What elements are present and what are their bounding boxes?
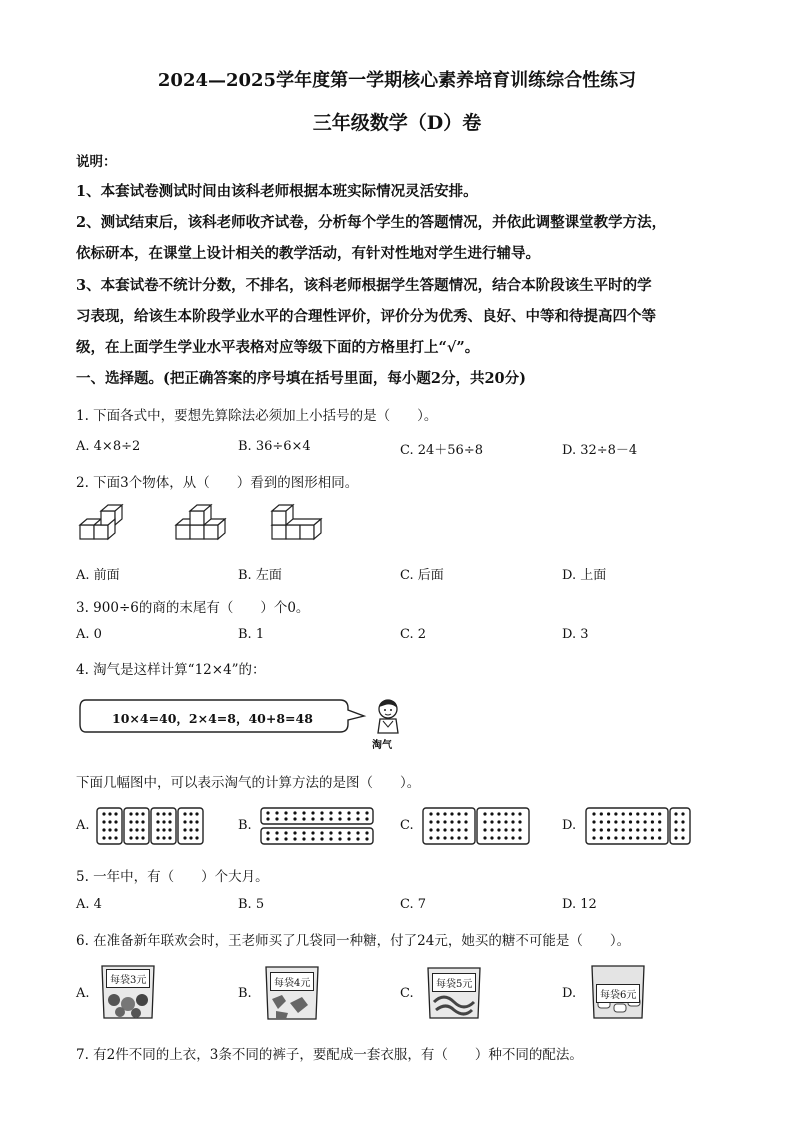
question-4: 4. 淘气是这样计算“12×4”的： xyxy=(76,662,266,678)
instruction-line: 依标研本，在课堂上设计相关的教学活动，有针对性地对学生进行辅导。 xyxy=(76,245,540,262)
dot xyxy=(464,836,467,839)
dot xyxy=(189,820,192,823)
dot xyxy=(629,828,632,831)
instruction-line: 1、本套试卷测试时间由该科老师根据本班实际情况灵活安排。 xyxy=(76,183,478,200)
dot xyxy=(607,836,610,839)
dot xyxy=(168,820,171,823)
q2-option-b[interactable]: B. 左面 xyxy=(238,568,282,583)
dot xyxy=(284,837,287,840)
bag-price-label: 每袋6元 xyxy=(596,984,640,1003)
bag-price-label: 每袋3元 xyxy=(106,969,150,988)
dot xyxy=(681,828,684,831)
dot xyxy=(356,811,359,814)
dot xyxy=(168,828,171,831)
bag-price-label: 每袋4元 xyxy=(270,972,314,991)
dot xyxy=(275,837,278,840)
dot xyxy=(329,811,332,814)
cube-stack-figure-3 xyxy=(268,503,328,543)
candy-bag-a xyxy=(98,960,158,1022)
dot xyxy=(114,828,117,831)
dot xyxy=(592,836,595,839)
instruction-line: 3、本套试卷不统计分数，不排名，该科老师根据学生答题情况，结合本阶段该生平时的学 xyxy=(76,277,652,294)
dot xyxy=(365,837,368,840)
dot xyxy=(356,831,359,834)
dot xyxy=(607,820,610,823)
dot xyxy=(457,828,460,831)
dot xyxy=(511,836,514,839)
candy-bag-c xyxy=(424,964,484,1022)
dot xyxy=(135,828,138,831)
dot xyxy=(347,831,350,834)
dot xyxy=(275,811,278,814)
dot xyxy=(600,820,603,823)
dot-block xyxy=(586,808,668,844)
dot xyxy=(651,820,654,823)
q5-option-b[interactable]: B. 5 xyxy=(238,897,265,912)
dot xyxy=(592,812,595,815)
question-6: 6. 在准备新年联欢会时，王老师买了几袋同一种糖，付了24元，她买的糖不可能是（ ）。 xyxy=(76,933,631,949)
dot xyxy=(483,812,486,815)
dot xyxy=(644,828,647,831)
boy-character-icon xyxy=(370,697,406,737)
dot xyxy=(168,836,171,839)
dot xyxy=(497,812,500,815)
dot xyxy=(129,812,132,815)
dot xyxy=(518,820,521,823)
dot xyxy=(347,837,350,840)
speech-bubble-text: 10×4=40，2×4=8，40+8=48 xyxy=(112,711,313,726)
dot xyxy=(365,817,368,820)
dot xyxy=(311,817,314,820)
q4-option-a[interactable]: A. xyxy=(76,818,90,833)
dot xyxy=(511,828,514,831)
dot xyxy=(622,836,625,839)
dot xyxy=(347,811,350,814)
dot xyxy=(311,837,314,840)
dot xyxy=(135,820,138,823)
dot xyxy=(457,836,460,839)
q1-option-b[interactable]: B. 36÷6×4 xyxy=(238,439,311,454)
dot xyxy=(674,836,677,839)
dot xyxy=(129,820,132,823)
dot xyxy=(365,811,368,814)
dot xyxy=(114,820,117,823)
dot xyxy=(338,817,341,820)
dot-array-figure-b xyxy=(259,806,375,846)
q6-option-c[interactable]: C. xyxy=(400,986,414,1001)
dot xyxy=(504,812,507,815)
dot xyxy=(162,836,165,839)
dot xyxy=(622,828,625,831)
dot xyxy=(275,831,278,834)
dot xyxy=(464,812,467,815)
dot xyxy=(302,831,305,834)
dot-block xyxy=(670,808,690,844)
dot xyxy=(320,837,323,840)
dot xyxy=(607,812,610,815)
dot xyxy=(674,820,677,823)
dot xyxy=(651,836,654,839)
dot xyxy=(518,836,521,839)
dot xyxy=(141,828,144,831)
dot xyxy=(329,831,332,834)
dot xyxy=(168,812,171,815)
dot xyxy=(195,836,198,839)
q5-option-d[interactable]: D. 12 xyxy=(562,897,597,912)
dot xyxy=(302,837,305,840)
dot xyxy=(490,836,493,839)
dot xyxy=(293,837,296,840)
dot xyxy=(293,831,296,834)
q2-option-d[interactable]: D. 上面 xyxy=(562,568,607,583)
dot xyxy=(102,828,105,831)
q4-option-c[interactable]: C. xyxy=(400,818,414,833)
dot xyxy=(614,820,617,823)
dot xyxy=(183,828,186,831)
dot xyxy=(504,828,507,831)
dot xyxy=(443,836,446,839)
dot xyxy=(490,828,493,831)
instruction-line: 级，在上面学生学业水平表格对应等级下面的方格里打上“√”。 xyxy=(76,339,480,356)
dot xyxy=(681,820,684,823)
dot xyxy=(108,820,111,823)
dot xyxy=(622,812,625,815)
dot-array-figure-c xyxy=(421,806,531,846)
dot xyxy=(156,820,159,823)
q1-option-a[interactable]: A. 4×8÷2 xyxy=(76,439,141,454)
dot xyxy=(293,811,296,814)
dot xyxy=(450,820,453,823)
dot xyxy=(450,828,453,831)
dot xyxy=(114,836,117,839)
q1-option-d[interactable]: D. 32÷8－4 xyxy=(562,443,638,458)
dot xyxy=(129,836,132,839)
dot xyxy=(162,812,165,815)
dot xyxy=(658,820,661,823)
dot xyxy=(102,836,105,839)
dot xyxy=(674,828,677,831)
page-subtitle: 三年级数学（D）卷 xyxy=(312,112,482,134)
dot xyxy=(436,812,439,815)
q3-option-a[interactable]: A. 0 xyxy=(76,627,102,642)
dot xyxy=(320,817,323,820)
dot xyxy=(504,836,507,839)
dot xyxy=(592,820,595,823)
dot xyxy=(436,820,439,823)
dot xyxy=(436,828,439,831)
dot xyxy=(141,812,144,815)
dot xyxy=(497,836,500,839)
question-7: 7. 有2件不同的上衣，3条不同的裤子，要配成一套衣服，有（ ）种不同的配法。 xyxy=(76,1047,583,1063)
dot xyxy=(162,828,165,831)
dot xyxy=(320,811,323,814)
dot xyxy=(490,820,493,823)
question-1: 1. 下面各式中，要想先算除法必须加上小括号的是（ ）。 xyxy=(76,408,438,424)
dot xyxy=(266,811,269,814)
dot xyxy=(636,812,639,815)
dot xyxy=(450,836,453,839)
dot xyxy=(135,812,138,815)
dot xyxy=(183,836,186,839)
dot xyxy=(195,812,198,815)
dot xyxy=(429,836,432,839)
dot xyxy=(108,812,111,815)
q5-option-a[interactable]: A. 4 xyxy=(76,897,102,912)
dot-array-figure-d xyxy=(584,806,694,846)
dot xyxy=(275,817,278,820)
dot xyxy=(681,836,684,839)
dot xyxy=(614,812,617,815)
dot xyxy=(681,812,684,815)
dot xyxy=(644,836,647,839)
dot xyxy=(497,828,500,831)
dot xyxy=(195,820,198,823)
dot xyxy=(629,820,632,823)
dot xyxy=(329,837,332,840)
dot xyxy=(429,812,432,815)
candy-bag-b xyxy=(262,963,322,1023)
dot xyxy=(457,812,460,815)
dot xyxy=(592,828,595,831)
dot xyxy=(658,828,661,831)
dot xyxy=(483,820,486,823)
dot xyxy=(483,828,486,831)
dot xyxy=(156,828,159,831)
q3-option-b[interactable]: B. 1 xyxy=(238,627,265,642)
dot xyxy=(443,812,446,815)
dot xyxy=(284,831,287,834)
dot xyxy=(651,828,654,831)
dot xyxy=(658,836,661,839)
dot xyxy=(457,820,460,823)
q1-option-c[interactable]: C. 24＋56÷8 xyxy=(400,443,483,458)
dot xyxy=(189,828,192,831)
dot-block xyxy=(261,828,373,844)
dot xyxy=(189,836,192,839)
dot xyxy=(658,812,661,815)
dot xyxy=(338,837,341,840)
q3-option-d[interactable]: D. 3 xyxy=(562,627,589,642)
dot xyxy=(629,812,632,815)
dot xyxy=(356,817,359,820)
instruction-line: 习表现，给该生本阶段学业水平的合理性评价，评价分为优秀、良好、中等和待提高四个等 xyxy=(76,308,656,325)
dot xyxy=(141,836,144,839)
dot xyxy=(429,820,432,823)
dot xyxy=(266,837,269,840)
q5-option-c[interactable]: C. 7 xyxy=(400,897,427,912)
question-2: 2. 下面3个物体，从（ ）看到的图形相同。 xyxy=(76,475,359,491)
cube-stack-figure-1 xyxy=(76,503,132,543)
character-label: 淘气 xyxy=(372,740,392,751)
dot xyxy=(429,828,432,831)
dot xyxy=(356,837,359,840)
dot xyxy=(443,828,446,831)
dot xyxy=(195,828,198,831)
dot xyxy=(311,831,314,834)
dot xyxy=(284,811,287,814)
bag-price-label: 每袋5元 xyxy=(432,973,476,992)
dot xyxy=(102,812,105,815)
section-heading: 一、选择题。(把正确答案的序号填在括号里面，每小题2分，共20分) xyxy=(76,370,526,387)
dot xyxy=(329,817,332,820)
dot xyxy=(644,820,647,823)
instruction-line: 2、测试结束后，该科老师收齐试卷，分析每个学生的答题情况，并依此调整课堂教学方法， xyxy=(76,214,667,231)
page-title: 2024—2025学年度第一学期核心素养培育训练综合性练习 xyxy=(157,70,637,91)
dot xyxy=(600,812,603,815)
dot xyxy=(636,828,639,831)
dot xyxy=(156,836,159,839)
dot xyxy=(141,820,144,823)
q6-option-a[interactable]: A. xyxy=(76,986,90,1001)
q2-option-a[interactable]: A. 前面 xyxy=(76,568,120,583)
dot xyxy=(108,828,111,831)
dot xyxy=(518,828,521,831)
instructions-heading: 说明： xyxy=(76,154,117,170)
dot xyxy=(365,831,368,834)
question-5: 5. 一年中，有（ ）个大月。 xyxy=(76,869,269,885)
dot xyxy=(320,831,323,834)
dot xyxy=(129,828,132,831)
dot xyxy=(511,820,514,823)
dot xyxy=(338,811,341,814)
cube-stack-figure-2 xyxy=(172,503,232,543)
dot xyxy=(518,812,521,815)
dot xyxy=(600,828,603,831)
dot xyxy=(497,820,500,823)
dot xyxy=(651,812,654,815)
dot xyxy=(614,836,617,839)
dot xyxy=(108,836,111,839)
dot xyxy=(674,812,677,815)
dot xyxy=(266,817,269,820)
dot xyxy=(504,820,507,823)
dot xyxy=(464,820,467,823)
q3-option-c[interactable]: C. 2 xyxy=(400,627,427,642)
dot xyxy=(636,820,639,823)
dot xyxy=(114,812,117,815)
dot xyxy=(293,817,296,820)
dot xyxy=(302,817,305,820)
dot xyxy=(302,811,305,814)
dot xyxy=(600,836,603,839)
question-3: 3. 900÷6的商的末尾有（ ）个0。 xyxy=(76,600,310,616)
dot xyxy=(490,812,493,815)
dot xyxy=(450,812,453,815)
dot xyxy=(483,836,486,839)
dot xyxy=(156,812,159,815)
dot xyxy=(347,817,350,820)
dot xyxy=(443,820,446,823)
dot xyxy=(622,820,625,823)
dot xyxy=(464,828,467,831)
dot xyxy=(102,820,105,823)
dot xyxy=(436,836,439,839)
dot xyxy=(183,820,186,823)
dot xyxy=(284,817,287,820)
dot xyxy=(644,812,647,815)
dot xyxy=(511,812,514,815)
dot xyxy=(162,820,165,823)
dot-array-figure-a xyxy=(95,806,205,846)
dot xyxy=(338,831,341,834)
dot xyxy=(636,836,639,839)
q6-option-b[interactable]: B. xyxy=(238,986,252,1001)
dot xyxy=(607,828,610,831)
dot-block xyxy=(261,808,373,824)
q6-option-d[interactable]: D. xyxy=(562,986,577,1001)
dot xyxy=(135,836,138,839)
question-4-prompt: 下面几幅图中，可以表示淘气的计算方法的是图（ ）。 xyxy=(76,775,421,791)
q2-option-c[interactable]: C. 后面 xyxy=(400,568,444,583)
dot xyxy=(311,811,314,814)
q4-option-d[interactable]: D. xyxy=(562,818,577,833)
dot xyxy=(266,831,269,834)
dot xyxy=(629,836,632,839)
q4-option-b[interactable]: B. xyxy=(238,818,252,833)
dot xyxy=(614,828,617,831)
candy-bag-d xyxy=(588,962,648,1022)
dot xyxy=(183,812,186,815)
dot xyxy=(189,812,192,815)
